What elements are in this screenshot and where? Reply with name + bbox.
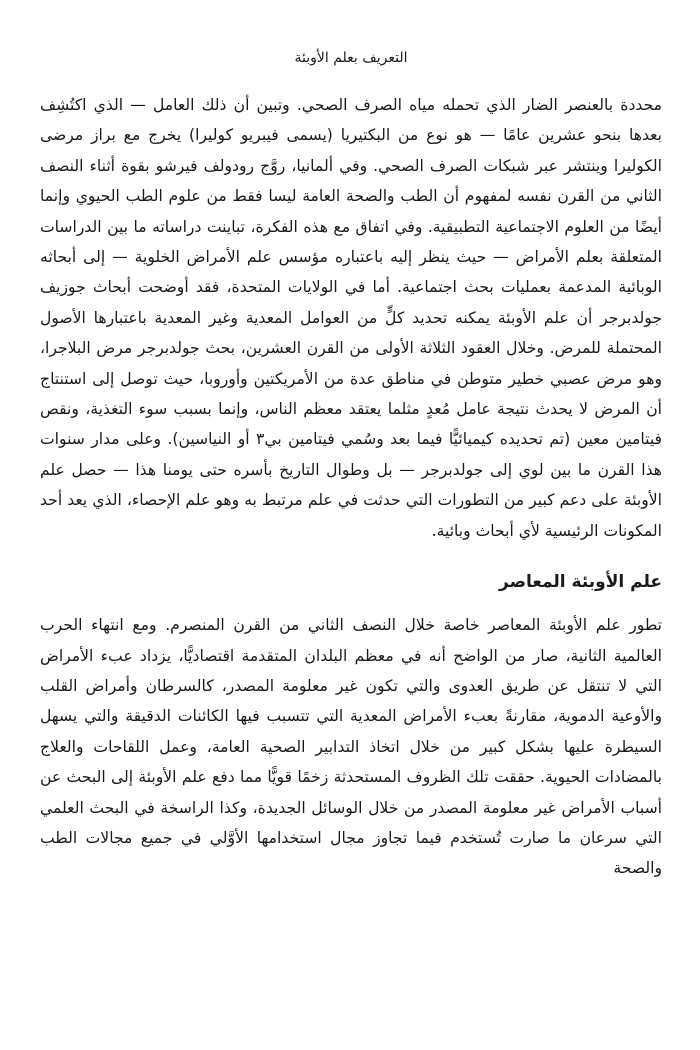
body-paragraph-2: تطور علم الأوبئة المعاصر خاصة خلال النصف الثاني من القرن المنصرم. ومع انتهاء الحرب العالمية الثانية، صار من الواضح أنه في معظم البلدان المتقدمة اقتصاديًّا، يزداد عبء الأمراض التي لا تنتقل عن طريق العدوى والتي تكون غير معلومة المصدر، كالسرطان وأمراض القلب والأوعية الدموية، مقارنةً بعبء الأمراض المعدية التي تتسبب فيها الكائنات الدقيقة والتي يسهل السيطرة عليها بشكل كبير من خلال اتخاذ التدابير الصحية العامة، وعمل اللقاحات والعلاج بالمضادات الحيوية. حققت تلك الظروف المستحدثة زخمًا قويًّا مما دفع علم الأوبئة إلى البحث عن أسباب الأمراض غير معلومة المصدر من خلال الوسائل الجديدة، وكذا الراسخة في البحث العلمي التي سرعان ما صارت تُستخدم فيما تجاوز مجال استخدامها الأوَّلي في جميع مجالات الطب والصحة [40,616,662,878]
body-paragraph-1: محددة بالعنصر الضار الذي تحمله مياه الصرف الصحي. وتبين أن ذلك العامل — الذي اكتُشِف بعدها بنحو عشرين عامًا — هو نوع من البكتيريا (يسمى فيبريو كوليرا) يخرج مع براز مرضى الكوليرا وينتشر عبر شبكات الصرف الصحي. وفي ألمانيا، روَّج رودولف فيرشو بقوة أثناء النصف الثاني من القرن نفسه لمفهوم أن الطب والصحة العامة ليسا فقط من علوم الطب الحيوي وإنما أيضًا من العلوم الاجتماعية التطبيقية. وفي اتفاق مع هذه الفكرة، تباينت دراساته ما بين الدراسات المتعلقة بعلم الأمراض — حيث ينظر إليه باعتباره مؤسس علم الأمراض الخلوية — إلى أبحاثه الوبائية المدعمة بعمليات بحث اجتماعية. أما في الولايات المتحدة، فقد أوضحت أبحاث جوزيف جولدبرجر أن علم الأوبئة يمكنه تحديد كلٍّ من العوامل المعدية وغير المعدية باعتبارها الأصول المحتملة للمرض. وخلال العقود الثلاثة الأولى من القرن العشرين، بحث جولدبرجر مرض البلاجرا، وهو مرض عصبي خطير متوطن في مناطق عدة من الأمريكتين وأوروبا، حيث توصل إلى استنتاج أن المرض لا يحدث نتيجة عامل مُعدٍ مثلما يعتقد معظم الناس، وإنما بسبب سوء التغذية، ونقص فيتامين معين (تم تحديده كيميائيًّا فيما بعد وسُمي فيتامين بي٣ أو النياسين). وعلى مدار سنوات هذا القرن ما بين لوي إلى جولدبرجر — بل وطوال التاريخ بأسره حتى يومنا هذا — حصل علم الأوبئة على دعم كبير من التطورات التي حدثت في علم مرتبط به وهو علم الإحصاء، الذي يعد أحد المكونات الرئيسية لأي أبحاث وبائية. [40,96,663,540]
book-page [0,50,700,1050]
section-heading: علم الأوبئة المعاصر [499,572,662,593]
running-header: التعريف بعلم الأوبئة [294,50,408,66]
